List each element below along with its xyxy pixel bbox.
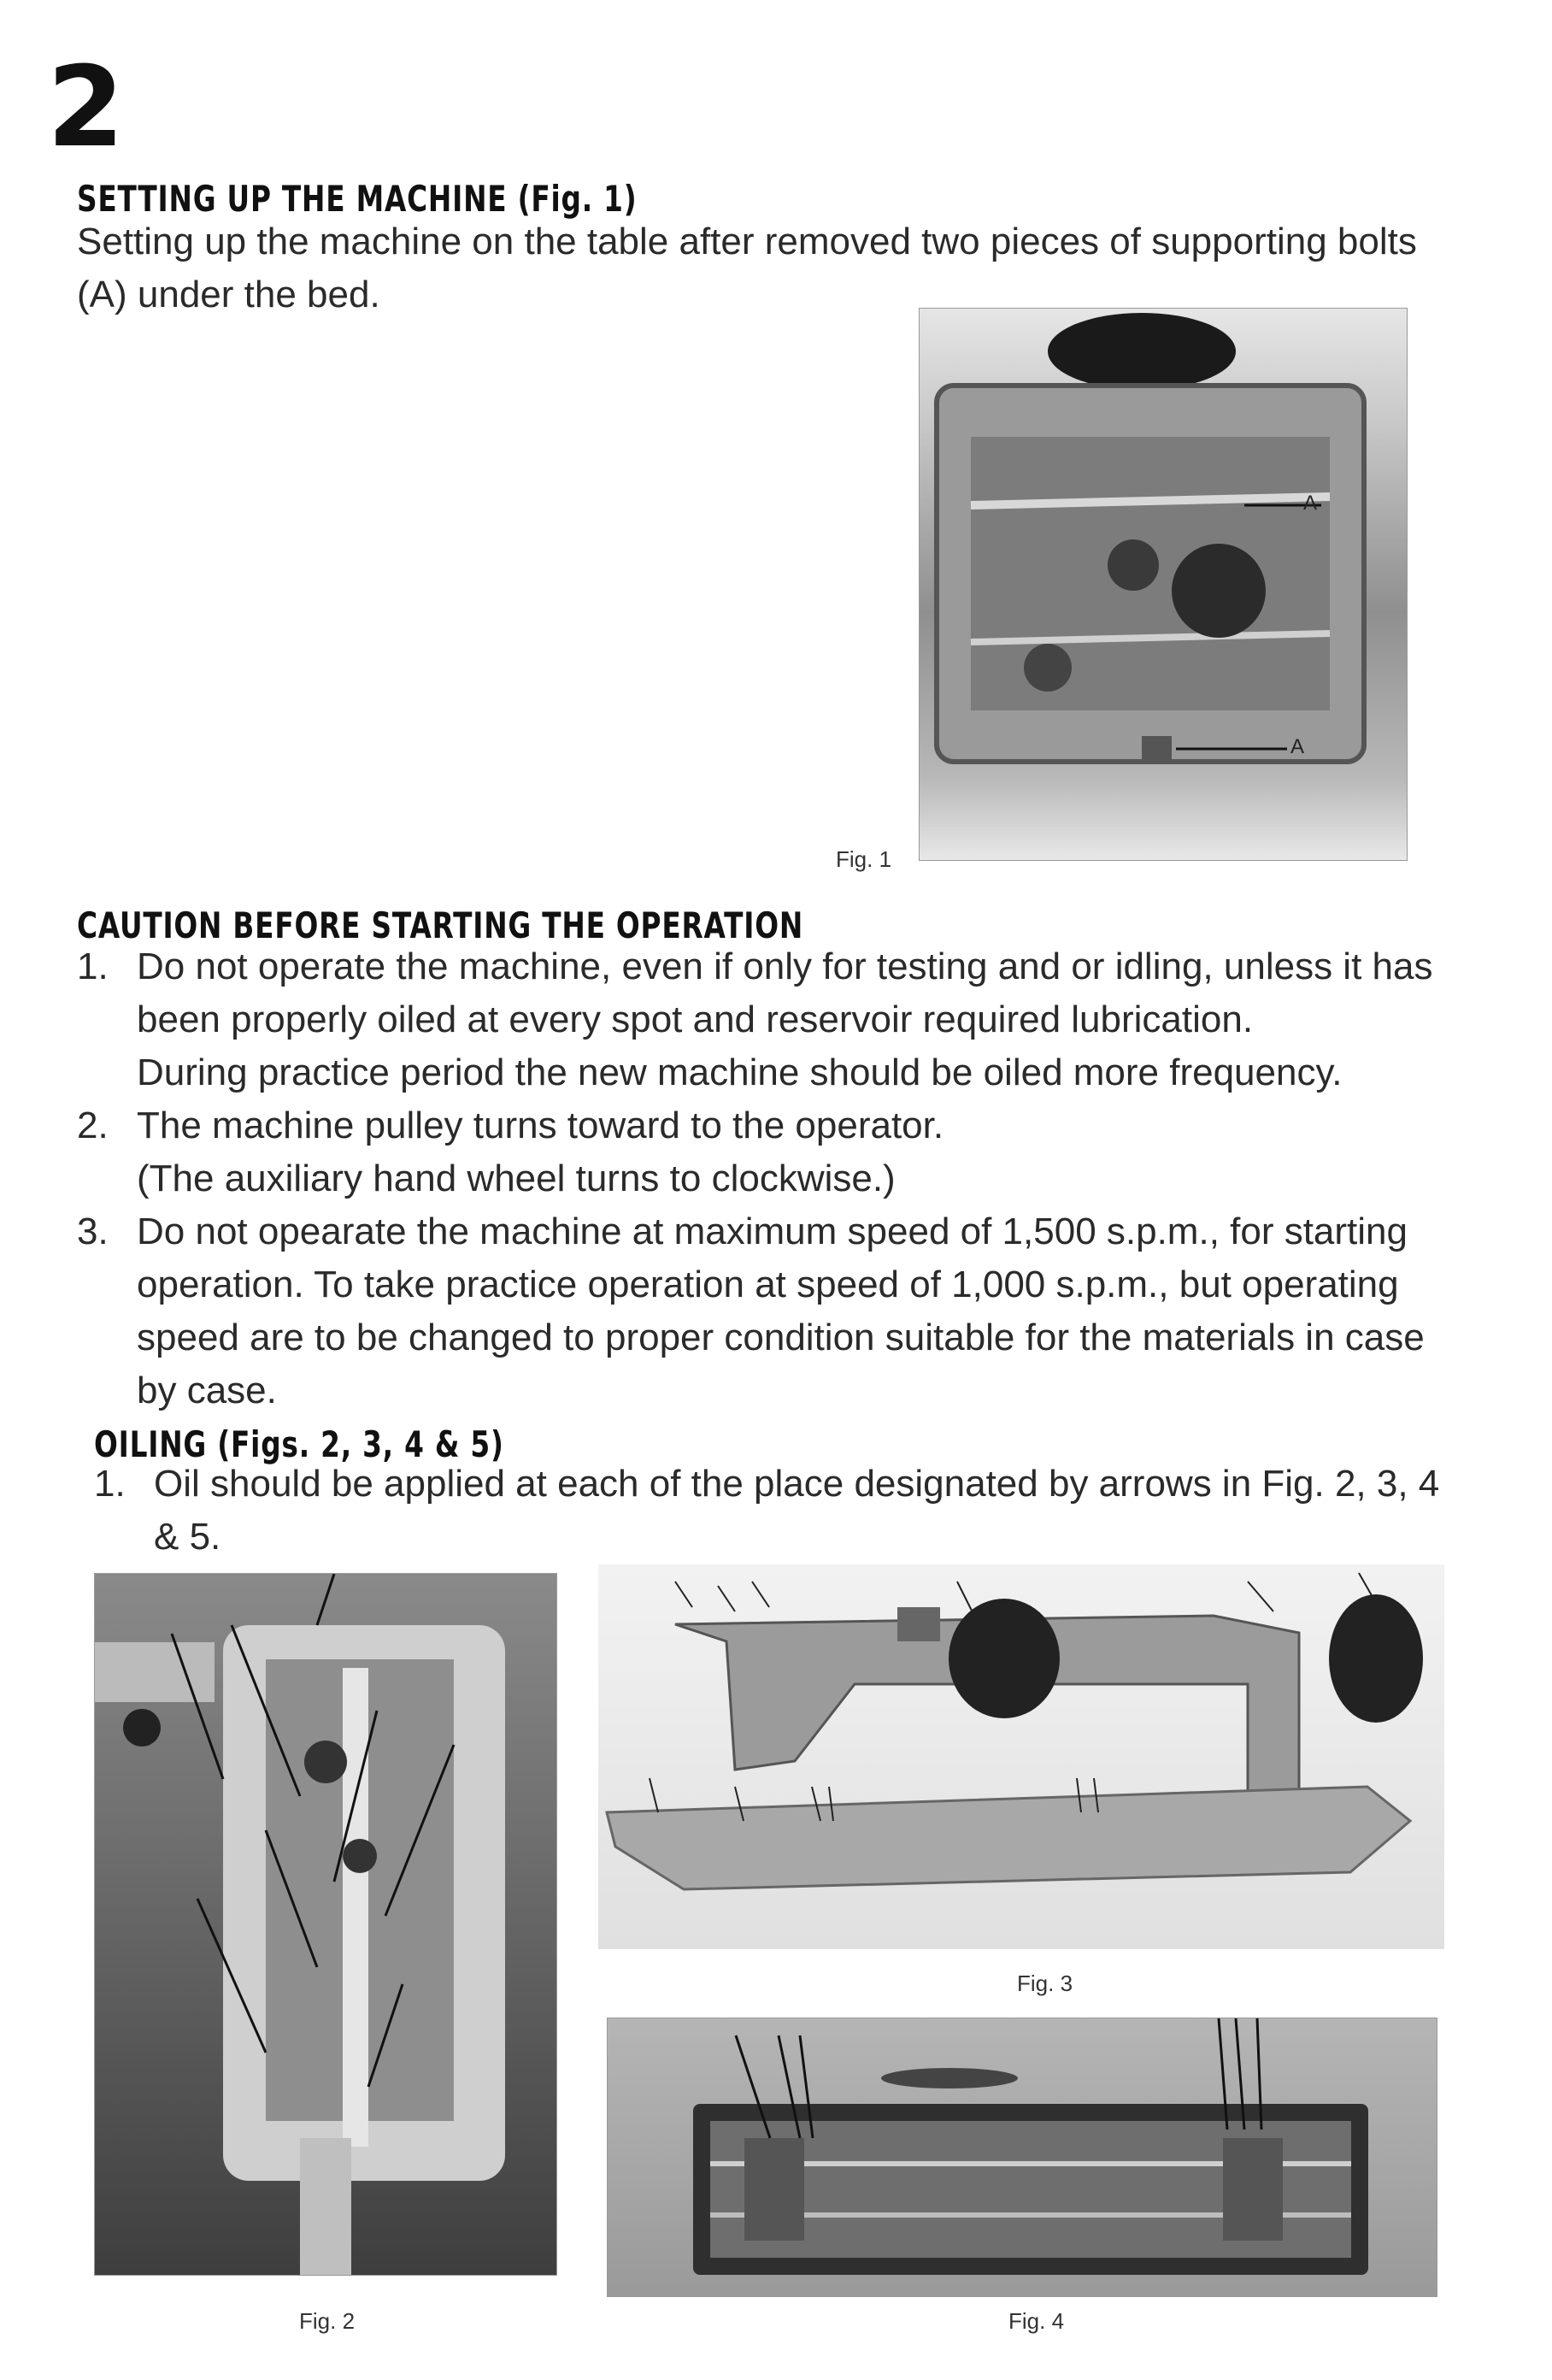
fig3-caption: Fig. 3: [1017, 1971, 1073, 1996]
caution-item-1-text: Do not operate the machine, even if only for testing and or idling, unless it has been properly oiled at every spot and reservoir required lubrication.: [137, 946, 1433, 1040]
caution-item-2: [77, 1099, 1444, 1205]
caution-item-3: [77, 1205, 1444, 1417]
page-number: 2: [47, 42, 125, 172]
oiling-item-1: [94, 1458, 1444, 1564]
fig1-illustration: [920, 309, 1407, 860]
fig2-photo: [94, 1573, 557, 2276]
caution-item-1-text-2: During practice period the new machine should be oiled more frequency.: [137, 1052, 1343, 1093]
fig1-callout-a-top: A: [1303, 492, 1318, 515]
oiling-item-1-text: Oil should be applied at each of the place designated by arrows in Fig. 2, 3, 4 & 5.: [154, 1463, 1440, 1558]
fig1-photo: [919, 308, 1408, 861]
caution-list: [77, 940, 1444, 1417]
fig2-illustration: [95, 1574, 556, 2275]
caution-heading: CAUTION BEFORE STARTING THE OPERATION: [77, 904, 804, 946]
fig3-illustration: [598, 1564, 1444, 1949]
fig1-caption: Fig. 1: [836, 846, 892, 872]
caution-item-3-number: 3.: [77, 1211, 109, 1252]
caution-item-2-number: 2.: [77, 1105, 109, 1146]
oiling-item-1-number: 1.: [94, 1463, 126, 1505]
caution-item-1-number: 1.: [77, 946, 109, 987]
oiling-list: [94, 1458, 1444, 1564]
fig2-caption: Fig. 2: [299, 2308, 356, 2334]
fig3-photo: [598, 1564, 1444, 1949]
setup-heading: SETTING UP THE MACHINE (Fig. 1): [77, 178, 638, 220]
caution-item-2-text: The machine pulley turns toward to the operator.: [137, 1105, 944, 1146]
oiling-heading: OILING (Figs. 2, 3, 4 & 5): [94, 1423, 504, 1465]
fig4-caption: Fig. 4: [1008, 2308, 1065, 2334]
fig4-illustration: [608, 2018, 1437, 2296]
caution-item-1: [77, 940, 1444, 1099]
caution-item-3-text: Do not opearate the machine at maximum speed of 1,500 s.p.m., for starting operation. To take practice operation at speed of 1,000 s.p.m., but operating speed are to be changed to proper condition suitable for the materials in case by case.: [137, 1211, 1425, 1411]
fig1-callout-a-bottom: A: [1290, 735, 1305, 758]
setup-text: Setting up the machine on the table after removed two pieces of supporting bolts (A) under the bed.: [77, 221, 1417, 315]
fig4-photo: [607, 2018, 1437, 2297]
caution-item-2-text-2: (The auxiliary hand wheel turns to clockwise.): [137, 1158, 896, 1199]
